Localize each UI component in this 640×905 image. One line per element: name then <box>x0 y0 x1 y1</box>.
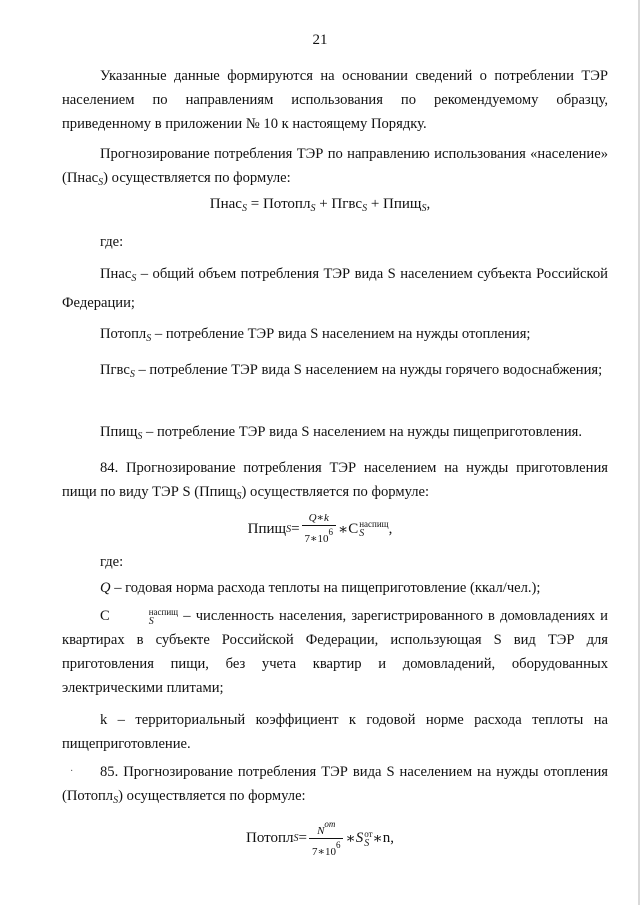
formula-fraction <box>302 512 336 546</box>
subscript-s: S <box>364 837 370 849</box>
definition-k <box>62 708 608 756</box>
paragraph-text: ) осуществляется по формуле: <box>241 484 430 500</box>
paragraph-85 <box>62 760 608 813</box>
formula-term: Ппищ <box>247 520 287 537</box>
definition-text: k – территориальный коэффициент к годовой норме расхода теплоты на пищеприготовление. <box>62 712 608 752</box>
definition-pgvs <box>62 358 608 387</box>
formula-population-total <box>0 196 640 214</box>
subscript-s: S <box>359 528 365 539</box>
definition-pnas <box>62 262 608 315</box>
fraction-numerator <box>309 818 343 839</box>
numerator-base: N <box>317 825 325 837</box>
subscript-s: S <box>293 833 299 844</box>
definition-term: Пнас <box>100 266 132 282</box>
fraction-denominator <box>302 526 336 546</box>
definition-potopl <box>62 322 608 351</box>
subscript-s: S <box>129 369 135 380</box>
paragraph-text: Прогнозирование потребления ТЭР по направлению использования «население» (Пнас <box>62 146 608 186</box>
formula-term: Пнас <box>209 196 242 212</box>
formula-term: Пгвс <box>331 196 363 212</box>
formula-term: Потопл <box>262 196 311 212</box>
definition-term: Пгвс <box>100 362 130 378</box>
superscript: от <box>364 828 373 839</box>
denominator-base: 7∗10 <box>312 846 336 858</box>
formula-operator: ∗ <box>345 831 356 847</box>
denominator-exponent: 6 <box>335 840 341 850</box>
scan-mark: · <box>70 766 74 777</box>
formula-term: Ппищ <box>383 196 422 212</box>
formula-term: Ппищ <box>199 484 237 500</box>
paragraph-text: 85. Прогнозирование потребления ТЭР вида S населением на нужды отопления (Потопл <box>62 764 608 804</box>
formula-indices <box>364 829 372 849</box>
page-number: 21 <box>312 32 328 48</box>
where-label-text: где: <box>100 234 124 250</box>
formula-indices <box>111 607 178 627</box>
where-label-text: где: <box>100 554 124 570</box>
subscript-s: S <box>236 491 242 502</box>
where-label <box>100 230 600 254</box>
definition-ppishch <box>62 420 608 449</box>
formula-operator: + <box>315 196 332 212</box>
subscript-s: S <box>98 177 104 188</box>
formula-operator: = <box>246 196 263 212</box>
paragraph-intro-text: Указанные данные формируются на основании сведений о потреблении ТЭР населением по направлениям использования по рекомендуемому образцу, приведенному в приложении № 10 к настоящему Порядку. <box>62 68 608 132</box>
paragraph-text: ) осуществляется по формуле: <box>103 170 291 186</box>
formula-term: C <box>348 520 359 537</box>
fraction-denominator <box>309 839 343 859</box>
subscript-s: S <box>310 203 316 214</box>
subscript-s: S <box>286 523 292 535</box>
formula-operator: + <box>367 196 384 212</box>
definition-text: – потребление ТЭР вида S населением на нужды горячего водоснабжения; <box>134 362 603 378</box>
paragraph-intro <box>62 64 608 136</box>
formula-term: S <box>355 830 364 846</box>
subscript-s: S <box>421 203 427 214</box>
paragraph-84 <box>62 456 608 509</box>
formula-fraction <box>309 818 343 859</box>
subscript-s: S <box>137 431 143 442</box>
superscript: наспищ <box>359 519 389 529</box>
subscript-s: S <box>148 615 154 627</box>
definition-text: – общий объем потребления ТЭР вида S населением субъекта Российской Федерации; <box>62 266 608 311</box>
definition-term: Q <box>100 580 111 596</box>
definition-text: – потребление ТЭР вида S населением на нужды отопления; <box>151 326 531 342</box>
formula-heating <box>0 818 640 859</box>
subscript-s: S <box>113 795 119 806</box>
subscript-s: S <box>146 333 152 344</box>
formula-tail: , <box>388 520 393 537</box>
paragraph-forecast-population <box>62 142 608 195</box>
formula-operator: ∗ <box>338 521 349 538</box>
paragraph-text: 84. Прогнозирование потребления ТЭР населением на нужды приготовления пищи по виду ТЭР S ( <box>62 460 608 500</box>
definition-term: Потопл <box>100 326 147 342</box>
formula-tail: , <box>390 830 394 846</box>
fraction-numerator: Q∗k <box>302 512 336 526</box>
formula-term: n <box>382 830 391 846</box>
denominator-base: 7∗10 <box>304 533 329 545</box>
superscript: наспищ <box>148 606 179 617</box>
formula-operator: ∗ <box>372 831 383 847</box>
subscript-s: S <box>241 203 247 214</box>
formula-cooking <box>0 512 640 546</box>
definition-q <box>62 576 608 600</box>
subscript-s: S <box>131 273 137 284</box>
definition-text: – потребление ТЭР вида S населением на нужды пищеприготовления. <box>142 424 583 440</box>
subscript-s: S <box>362 203 368 214</box>
where-label <box>100 550 600 574</box>
definition-text: – годовая норма расхода теплоты на пищеприготовление (ккал/чел.); <box>110 580 541 596</box>
denominator-exponent: 6 <box>328 527 334 537</box>
definition-term: Ппищ <box>100 424 138 440</box>
formula-term: Потопл <box>246 830 294 846</box>
formula-operator: = <box>298 830 307 846</box>
definition-term: C <box>100 608 110 624</box>
formula-indices <box>359 519 388 539</box>
numerator-superscript: от <box>324 819 336 829</box>
definition-text: – численность населения, зарегистрированного в домовладениях и квартирах в субъекте Российской Федерации, использующая S вид ТЭР для приготовления пищи, без учета квартир и домовладений, оборудованных электрическими плитами; <box>62 608 608 696</box>
formula-operator: = <box>291 520 300 537</box>
formula-tail: , <box>426 196 431 212</box>
paragraph-text: ) осуществляется по формуле: <box>118 788 306 804</box>
definition-c <box>62 604 608 700</box>
